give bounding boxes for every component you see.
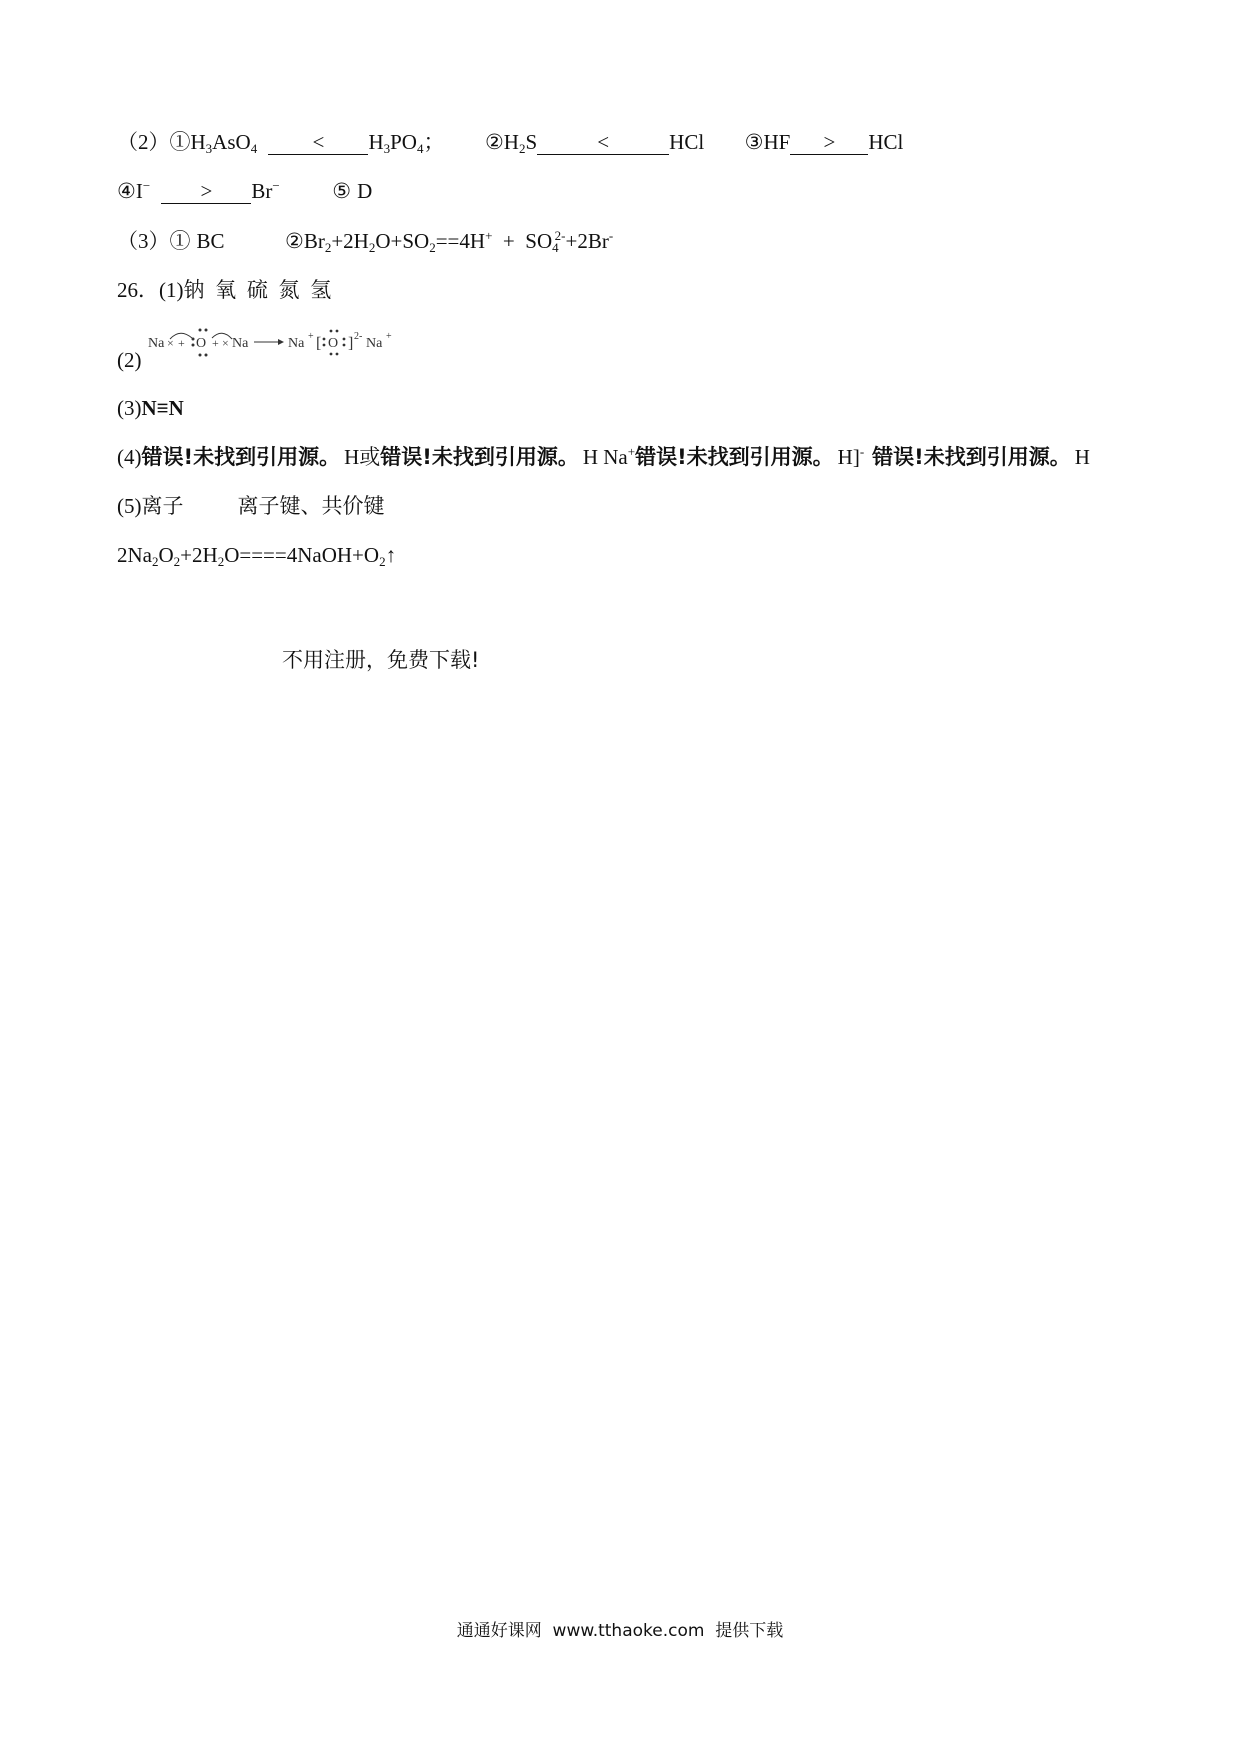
cross-electron: ×	[222, 336, 229, 350]
plus-sign: +	[178, 336, 185, 350]
electron-dot	[205, 354, 208, 357]
answer-d: D	[357, 179, 373, 203]
charge-sup: 2-	[354, 331, 363, 342]
h-symbol: H	[1074, 445, 1090, 469]
separator: ；	[423, 130, 445, 154]
part-prefix: (2)	[117, 348, 142, 372]
electron-dot	[323, 338, 326, 341]
oxygen-label: O	[196, 336, 207, 351]
ionic-answer: 离子	[141, 494, 184, 518]
h-na-symbol: H Na+	[582, 444, 636, 469]
electron-dot	[330, 353, 333, 356]
part-prefix: (4)	[117, 445, 142, 469]
equation-bromine: $Br_2+2H_2O+SO_2==4H^+ + SO_4^{2-}+2Br^-$	[303, 228, 614, 255]
charge-sup: +	[308, 331, 314, 342]
question-26-part-2-label	[117, 346, 142, 374]
or-word: 或	[359, 445, 381, 469]
circled-number: ④	[117, 179, 136, 203]
formula-h3po4: $H_3PO_4$	[368, 130, 424, 156]
na-left-label: Na	[148, 336, 165, 351]
bracket-left: [	[316, 335, 322, 352]
circled-number: ③	[744, 130, 764, 154]
oxide-label: O	[328, 336, 339, 351]
formula-iodide: I−	[135, 178, 151, 203]
question-26-part-3	[117, 394, 184, 422]
part-prefix: （2）	[117, 130, 170, 154]
error-reference: 错误!未找到引用源。	[635, 445, 834, 469]
question-26-part-5	[117, 492, 385, 520]
promo-text: 不用注册，免费下载!	[282, 648, 480, 672]
formula-h3aso4: $H_3AsO_4$	[190, 130, 258, 156]
formula-hcl: HCl	[669, 130, 705, 154]
electron-dot-diagram	[148, 326, 408, 360]
answer-line-2-2	[117, 177, 372, 205]
electron-dot	[336, 353, 339, 356]
circled-number: ①	[169, 229, 191, 253]
answer-blank: <	[537, 130, 669, 155]
part-prefix: （3）	[117, 229, 170, 253]
formula-bromide: Br−	[251, 178, 280, 203]
electron-dot	[323, 344, 326, 347]
circled-number: ②	[484, 130, 504, 154]
bond-types-answer: 离子键、共价键	[237, 494, 385, 518]
answer-line-2-1	[117, 128, 903, 156]
error-reference: 错误!未找到引用源。	[380, 445, 579, 469]
part-prefix: (3)	[117, 396, 142, 420]
circled-number: ⑤	[332, 179, 352, 203]
question-26-part-4	[117, 443, 1090, 471]
electron-dot	[343, 338, 346, 341]
error-reference: 错误!未找到引用源。	[872, 445, 1071, 469]
error-reference: 错误!未找到引用源。	[141, 445, 341, 469]
electron-dot	[199, 354, 202, 357]
answer-line-3	[117, 227, 613, 255]
electron-dot	[343, 344, 346, 347]
answer-blank: <	[268, 130, 368, 155]
element-names: 钠 氧 硫 氮 氢	[183, 278, 334, 302]
formula-h2s: $H_2S$	[503, 130, 538, 156]
electron-dot	[205, 329, 208, 332]
answer-blank: >	[161, 179, 251, 204]
formula-hcl: HCl	[868, 130, 904, 154]
na-plus-label: Na	[366, 336, 383, 351]
circled-number: ②	[285, 229, 304, 253]
h-symbol: H	[344, 445, 360, 469]
part-prefix: (5)	[117, 494, 142, 518]
arrow-head	[278, 339, 284, 345]
electron-dot	[192, 338, 195, 341]
electron-dot	[336, 330, 339, 333]
na-plus-label: Na	[288, 336, 305, 351]
bracket-right: ]	[348, 335, 354, 352]
part-prefix: (1)	[159, 278, 184, 302]
formula-hf: HF	[763, 130, 791, 154]
answer-bc: BC	[196, 229, 225, 253]
nitrogen-formula: N≡N	[141, 396, 184, 420]
question-number: 26．	[117, 278, 159, 302]
page-footer: 通通好课网 www.tthaoke.com 提供下载	[456, 1621, 784, 1641]
electron-dot	[330, 330, 333, 333]
plus-sign: +	[212, 336, 219, 350]
na-right-label: Na	[232, 336, 249, 351]
answer-blank: >	[790, 130, 868, 155]
sodium-peroxide-equation: $2Na_2O_2+2H_2O====4NaOH+O_2↑$	[117, 543, 397, 569]
circled-number: ①	[169, 130, 191, 154]
charge-sup: +	[386, 331, 392, 342]
electron-dot	[199, 329, 202, 332]
cross-electron: ×	[167, 336, 174, 350]
question-26-part-1	[117, 276, 333, 304]
h-bracket-symbol: H]-	[837, 444, 865, 469]
electron-dot	[192, 344, 195, 347]
